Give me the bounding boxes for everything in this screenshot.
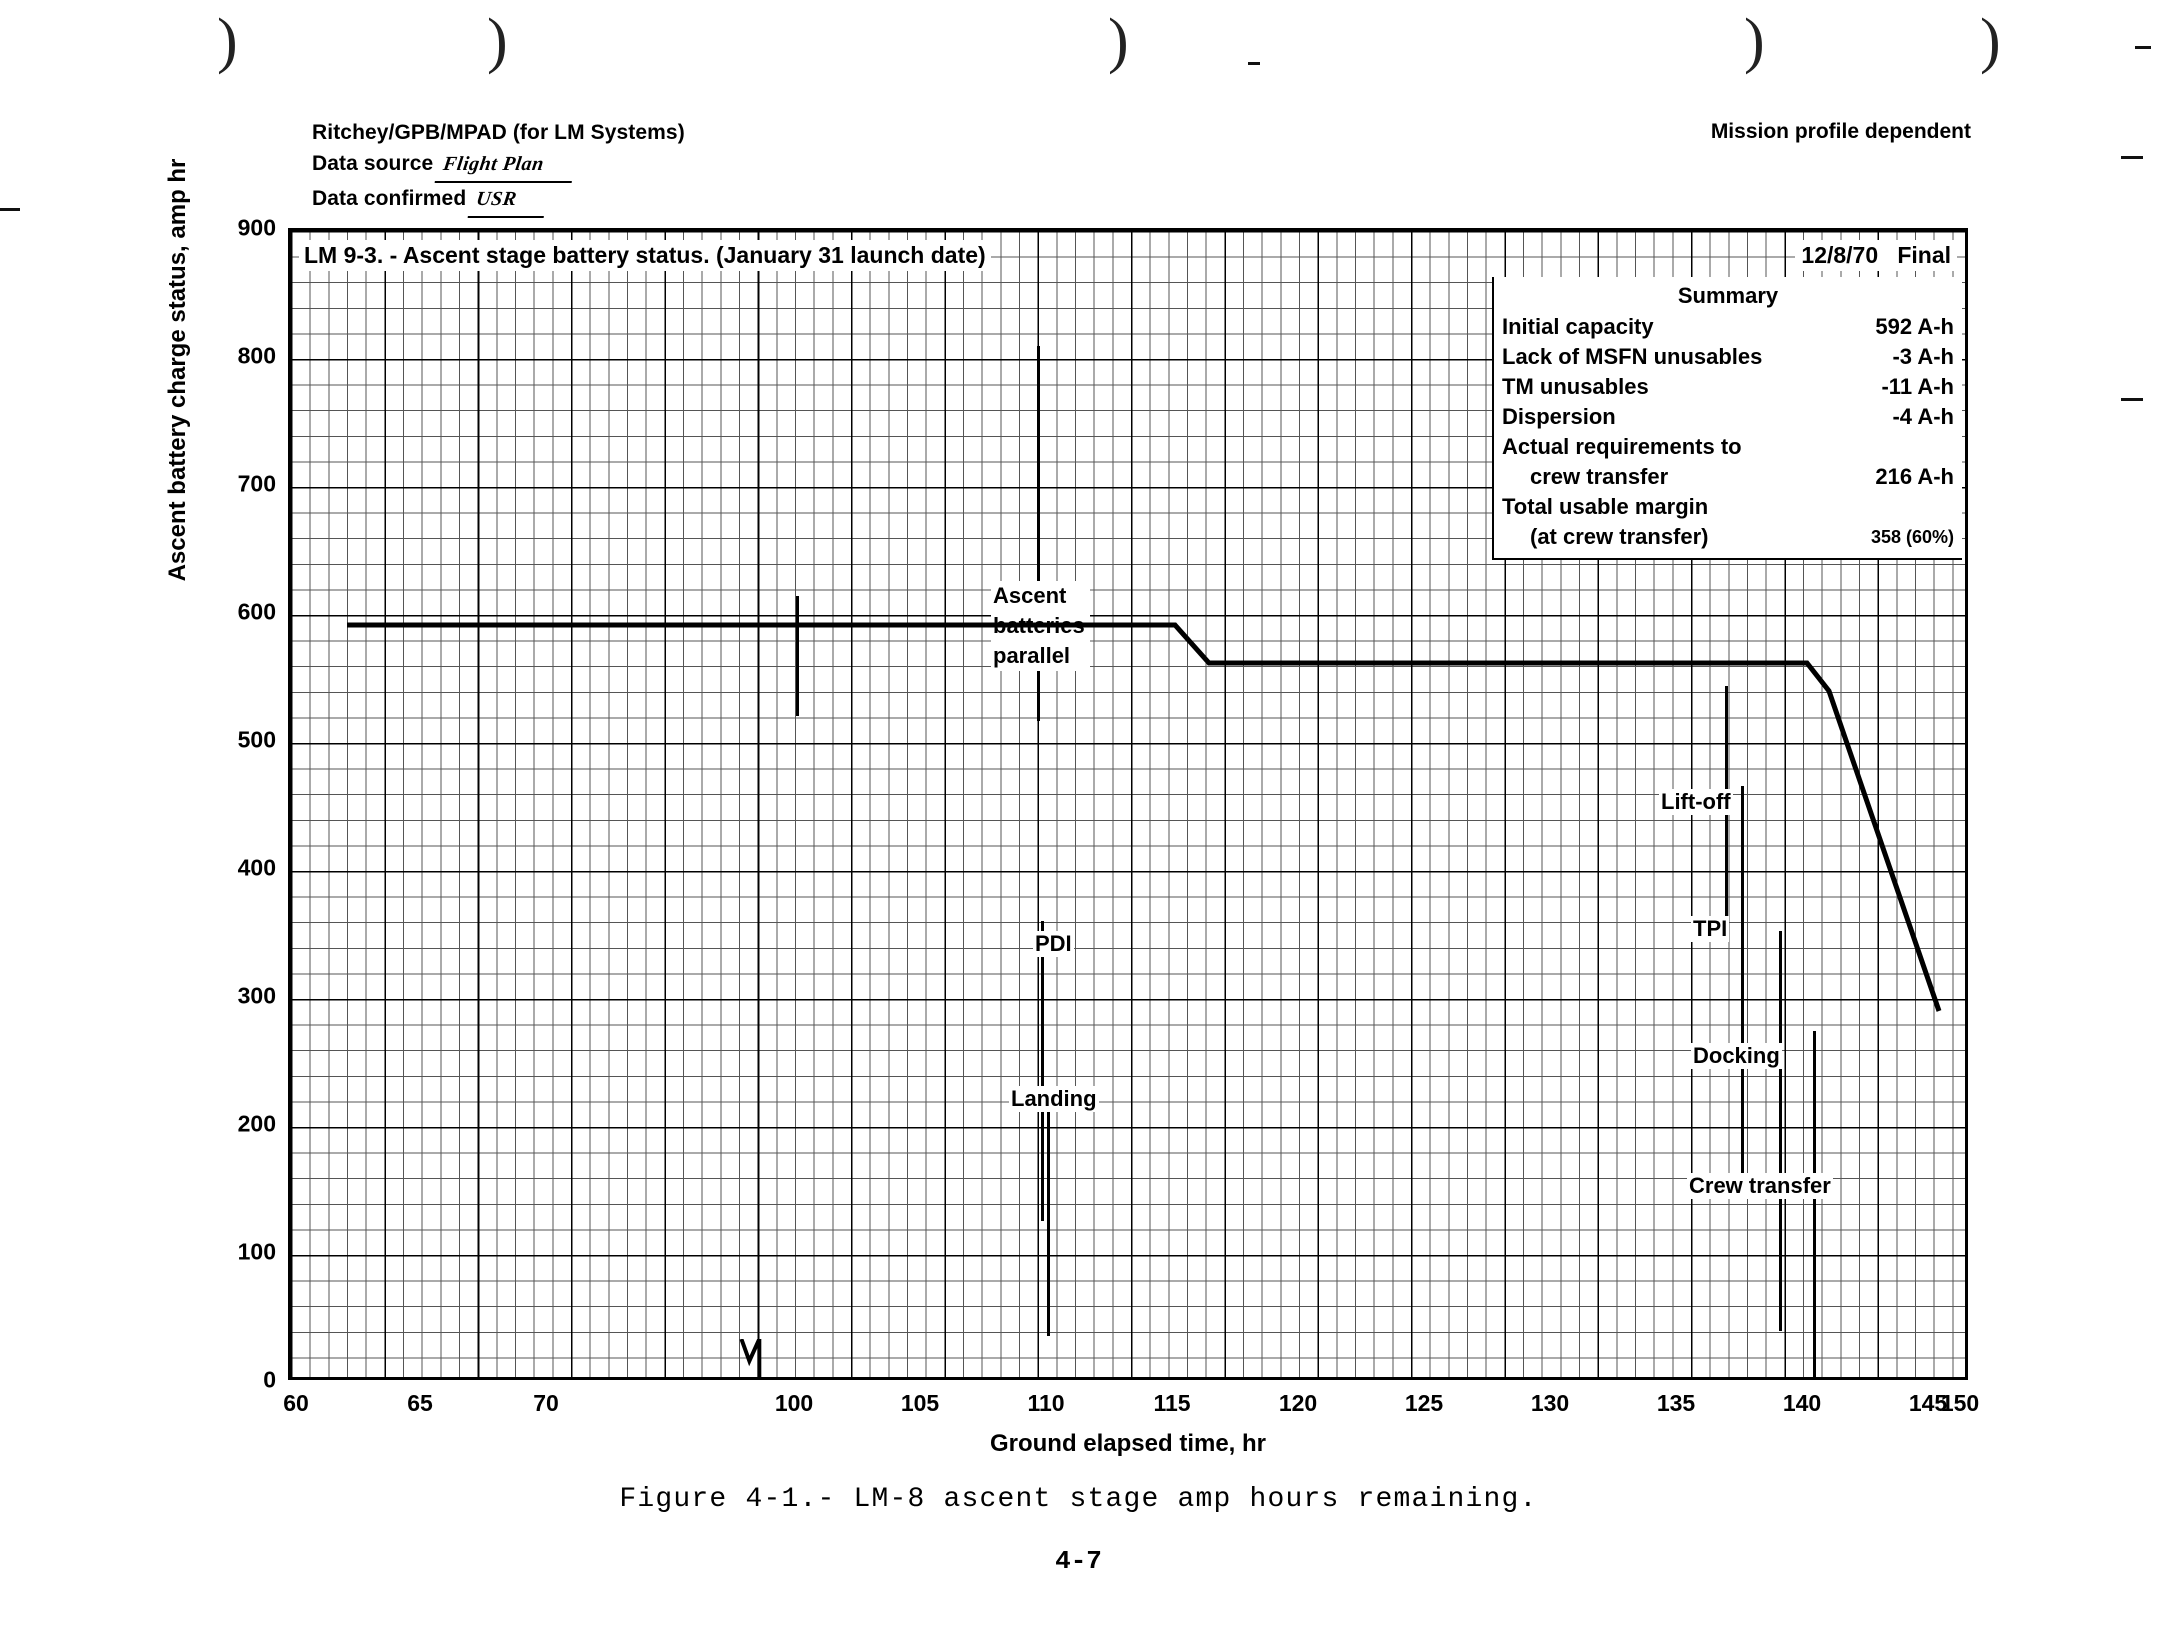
summary-row-value: -3 A-h: [1892, 344, 1954, 369]
y-tick-0: 0: [263, 1366, 276, 1393]
y-axis-title: Ascent battery charge status, amp hr: [164, 158, 191, 582]
y-tick-300: 300: [237, 982, 276, 1009]
y-axis-tick-labels: [230, 214, 276, 1393]
data-confirmed-label: Data confirmed: [312, 187, 467, 210]
figure-caption: Figure 4-1.- LM-8 ascent stage amp hours remaining.: [619, 1484, 1538, 1515]
x-axis-tick-labels: [283, 1390, 1980, 1420]
x-tick-105: 105: [900, 1390, 940, 1416]
data-source-value: Flight Plan: [435, 149, 576, 183]
event-label-docking: Docking: [1693, 1043, 1780, 1068]
y-tick-500: 500: [237, 726, 276, 753]
event-label-ascent-batteries-parallel: Ascent batteries parallel: [991, 581, 1090, 671]
scan-edge-tick-right-3: [2121, 398, 2143, 401]
chart-title: LM 9-3. - Ascent stage battery status. (January 31 launch date): [299, 240, 991, 271]
battery-status-curve: [291, 231, 1968, 1380]
data-confirmed-value: USR: [468, 184, 549, 218]
y-tick-900: 900: [237, 214, 276, 241]
summary-row-label: Actual requirements to: [1502, 434, 1742, 459]
scan-edge-tick-right-2: [2121, 156, 2143, 159]
event-label-pdi: PDI: [1035, 931, 1072, 956]
data-source-row: [312, 148, 685, 183]
summary-row-label: Dispersion: [1502, 404, 1616, 429]
x-tick-115: 115: [1153, 1390, 1191, 1416]
summary-row-label: TM unusables: [1502, 374, 1649, 399]
x-tick-120: 120: [1278, 1390, 1318, 1416]
scan-artifact-punch-5: ): [1980, 7, 2001, 75]
y-tick-700: 700: [237, 470, 276, 497]
series-ascent-battery-charge: [347, 625, 1939, 1011]
data-confirmed-row: [312, 183, 685, 218]
summary-row-label: Total usable margin: [1502, 494, 1709, 519]
data-source-label: Data source: [312, 152, 434, 175]
scan-artifact-punch-4: ): [1744, 7, 1765, 75]
event-label-tpi: TPI: [1693, 916, 1728, 941]
summary-row-label: crew transfer: [1530, 464, 1669, 489]
scan-edge-tick-left: [0, 208, 20, 211]
x-tick-150: 150: [1940, 1390, 1980, 1416]
event-label-landing: Landing: [1011, 1086, 1097, 1111]
summary-row-value: -4 A-h: [1892, 404, 1954, 429]
x-tick-140: 140: [1782, 1390, 1822, 1416]
summary-row-label: (at crew transfer): [1530, 524, 1709, 549]
header-block: [312, 117, 685, 218]
x-tick-125: 125: [1404, 1390, 1444, 1416]
x-tick-130: 130: [1530, 1390, 1570, 1416]
scan-artifact-punch-3: ): [1108, 7, 1129, 75]
summary-title: Summary: [1677, 283, 1779, 308]
scan-edge-tick-top: [1248, 62, 1260, 65]
summary-row-label: Initial capacity: [1502, 314, 1654, 339]
mission-dependency-note: Mission profile dependent: [1710, 120, 1971, 143]
summary-row-value: 592 A-h: [1875, 314, 1954, 339]
chart-revision: Final: [1897, 242, 1951, 268]
y-tick-800: 800: [237, 342, 276, 369]
x-tick-100: 100: [774, 1390, 814, 1416]
x-axis-break-glyph: [291, 1339, 1965, 1379]
event-label-crew-transfer: Crew transfer: [1689, 1173, 1831, 1198]
scan-edge-tick-right-1: [2135, 46, 2151, 49]
y-tick-200: 200: [237, 1110, 276, 1137]
y-tick-400: 400: [237, 854, 276, 881]
summary-row-value: 216 A-h: [1875, 464, 1954, 489]
x-tick-70: 70: [533, 1390, 559, 1416]
chart-plot-area: [288, 228, 1968, 1380]
x-tick-60: 60: [283, 1390, 309, 1416]
chart-date: 12/8/70: [1801, 242, 1879, 268]
summary-row-value: 358 (60%): [1870, 527, 1954, 547]
x-tick-135: 135: [1656, 1390, 1696, 1416]
x-tick-145: 145: [1908, 1390, 1948, 1416]
page-number: 4-7: [1055, 1546, 1102, 1576]
header-org-line: Ritchey/GPB/MPAD (for LM Systems): [312, 121, 685, 144]
event-label-liftoff: Lift-off: [1661, 789, 1731, 814]
x-tick-110: 110: [1027, 1390, 1065, 1416]
scan-artifact-punch-2: ): [487, 7, 508, 75]
y-tick-600: 600: [237, 598, 276, 625]
scan-artifact-punch-1: ): [217, 7, 238, 75]
x-axis-title: Ground elapsed time, hr: [989, 1430, 1267, 1457]
y-tick-100: 100: [237, 1238, 276, 1265]
x-tick-65: 65: [407, 1390, 433, 1416]
summary-row-label: Lack of MSFN unusables: [1502, 344, 1763, 369]
summary-row-value: -11 A-h: [1881, 374, 1954, 399]
